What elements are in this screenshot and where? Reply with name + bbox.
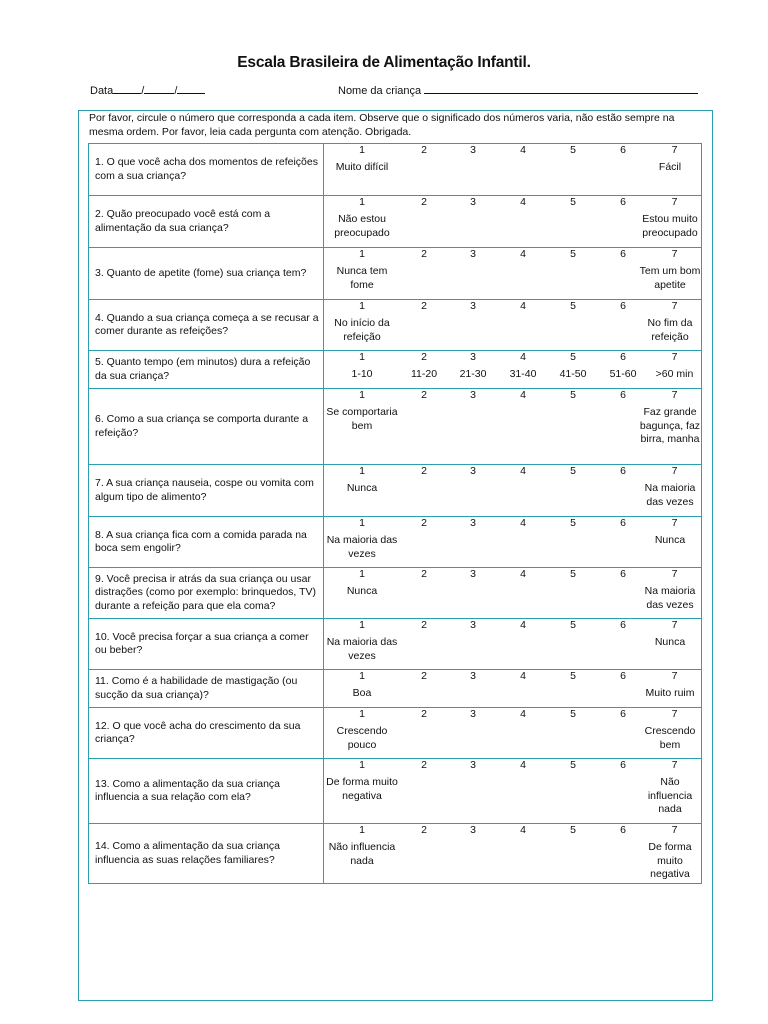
high-anchor-label: Faz grande bagunça, faz birra, manha — [639, 406, 701, 445]
scale-option-5[interactable]: 5 — [570, 759, 576, 771]
answer-options — [324, 351, 702, 389]
scale-option-5[interactable]: 5 — [570, 351, 576, 363]
scale-option-5[interactable]: 5 — [570, 568, 576, 580]
scale-option-5[interactable]: 5 — [570, 300, 576, 312]
scale-option-2[interactable]: 2 — [421, 517, 427, 529]
scale-option-2[interactable]: 2 — [421, 389, 427, 401]
scale-option-3[interactable]: 3 — [470, 351, 476, 363]
scale-option-2[interactable]: 2 — [421, 670, 427, 682]
scale-option-6[interactable]: 6 — [620, 619, 626, 631]
low-anchor-label: Na maioria das vezes — [326, 636, 398, 662]
date-separator: / — [141, 85, 145, 97]
low-anchor-label: Nunca — [346, 585, 378, 597]
scale-option-3[interactable]: 3 — [470, 568, 476, 580]
scale-option-7[interactable]: 7 — [671, 670, 678, 682]
high-anchor-label: Crescendo bem — [644, 725, 696, 751]
scale-numbers — [324, 144, 701, 158]
scale-option-4[interactable]: 4 — [520, 759, 526, 771]
scale-option-3[interactable]: 3 — [470, 248, 476, 260]
scale-numbers — [324, 389, 701, 403]
high-anchor-label: Estou muito preocupado — [642, 213, 698, 239]
scale-anchor-labels — [324, 838, 701, 883]
scale-option-2[interactable]: 2 — [421, 248, 427, 260]
low-anchor-label: Boa — [352, 687, 372, 699]
scale-option-7[interactable]: 7 — [671, 351, 678, 363]
scale-option-2[interactable]: 2 — [421, 619, 427, 631]
range-label: >60 min — [655, 368, 694, 380]
scale-option-6[interactable]: 6 — [620, 465, 626, 477]
low-anchor-label: Crescendo pouco — [336, 725, 388, 751]
scale-option-7[interactable]: 7 — [671, 517, 678, 529]
scale-option-4[interactable]: 4 — [520, 351, 526, 363]
scale-option-2[interactable]: 2 — [421, 708, 427, 720]
scale-item-row — [89, 708, 702, 759]
date-line — [90, 83, 205, 97]
scale-option-2[interactable]: 2 — [421, 568, 427, 580]
date-label: Data — [90, 85, 114, 97]
child-name-label: Nome da criança — [338, 85, 422, 97]
scale-option-7[interactable]: 7 — [671, 248, 678, 260]
scale-anchor-labels — [324, 403, 701, 448]
scale-option-4[interactable]: 4 — [520, 670, 526, 682]
scale-option-6[interactable]: 6 — [620, 517, 626, 529]
scale-option-1[interactable]: 1 — [359, 670, 365, 682]
high-anchor-label: Nunca — [654, 636, 686, 648]
low-anchor-label: Não estou preocupado — [334, 213, 390, 239]
high-anchor-label: Na maioria das vezes — [644, 585, 696, 611]
scale-option-7[interactable]: 7 — [671, 465, 678, 477]
scale-option-7[interactable]: 7 — [671, 619, 678, 631]
range-label: 11-20 — [410, 368, 438, 380]
scale-option-1[interactable]: 1 — [359, 517, 365, 529]
scale-option-6[interactable]: 6 — [620, 300, 626, 312]
high-anchor-label: De forma muito negativa — [648, 841, 692, 880]
question-text: 11. Como é a habilidade de mastigação (ou sucção da sua criança)? — [89, 670, 324, 708]
scale-anchor-labels — [324, 210, 701, 241]
answer-options — [324, 389, 702, 465]
high-anchor-label: Fácil — [658, 161, 682, 173]
low-anchor-label: De forma muito negativa — [326, 776, 398, 802]
scale-option-2[interactable]: 2 — [421, 351, 427, 363]
answer-options — [324, 619, 702, 670]
answer-options — [324, 144, 702, 196]
scale-option-3[interactable]: 3 — [470, 759, 476, 771]
scale-option-5[interactable]: 5 — [570, 708, 576, 720]
scale-option-5[interactable]: 5 — [570, 144, 576, 156]
scale-item-row — [89, 144, 702, 196]
range-label: 51-60 — [609, 368, 637, 380]
scale-anchor-labels — [324, 684, 701, 702]
low-anchor-label: Na maioria das vezes — [326, 534, 398, 560]
answer-options — [324, 248, 702, 300]
scale-option-2[interactable]: 2 — [421, 824, 427, 836]
scale-option-6[interactable]: 6 — [620, 670, 626, 682]
date-day-field[interactable] — [113, 83, 141, 94]
scale-numbers — [324, 568, 701, 582]
scale-item-row — [89, 517, 702, 568]
answer-options — [324, 759, 702, 824]
answer-options — [324, 517, 702, 568]
question-text: 10. Você precisa forçar a sua criança a comer ou beber? — [89, 619, 324, 670]
scale-anchor-labels — [324, 314, 701, 345]
scale-item-row — [89, 196, 702, 248]
scale-option-1[interactable]: 1 — [359, 351, 365, 363]
scale-item-row — [89, 619, 702, 670]
answer-options — [324, 196, 702, 248]
scale-item-row — [89, 248, 702, 300]
scale-option-4[interactable]: 4 — [520, 517, 526, 529]
scale-option-3[interactable]: 3 — [470, 300, 476, 312]
scale-option-4[interactable]: 4 — [520, 619, 526, 631]
scale-option-4[interactable]: 4 — [520, 568, 526, 580]
high-anchor-label: Muito ruim — [645, 687, 695, 699]
date-month-field[interactable] — [144, 83, 174, 94]
range-label: 1-10 — [351, 368, 373, 380]
scale-numbers — [324, 670, 701, 684]
scale-option-7[interactable]: 7 — [671, 196, 678, 208]
low-anchor-label: No início da refeição — [334, 317, 390, 343]
scale-anchor-labels — [324, 158, 701, 176]
scale-option-3[interactable]: 3 — [470, 389, 476, 401]
scale-option-6[interactable]: 6 — [620, 144, 626, 156]
scale-option-5[interactable]: 5 — [570, 824, 576, 836]
scale-option-7[interactable]: 7 — [671, 824, 678, 836]
scale-item-row — [89, 389, 702, 465]
low-anchor-label: Se comportaria bem — [326, 406, 398, 432]
scale-numbers — [324, 824, 701, 838]
scale-option-6[interactable]: 6 — [620, 824, 626, 836]
scale-option-1[interactable]: 1 — [359, 389, 365, 401]
question-text: 13. Como a alimentação da sua criança influencia a sua relação com ela? — [89, 759, 324, 824]
scale-option-1[interactable]: 1 — [359, 465, 365, 477]
scale-option-6[interactable]: 6 — [620, 196, 626, 208]
question-text: 2. Quão preocupado você está com a alimentação da sua criança? — [89, 196, 324, 248]
scale-option-1[interactable]: 1 — [359, 708, 365, 720]
scale-item-row — [89, 300, 702, 351]
answer-options — [324, 568, 702, 619]
scale-anchor-labels — [324, 582, 701, 613]
high-anchor-label: Nunca — [654, 534, 686, 546]
scale-option-4[interactable]: 4 — [520, 144, 526, 156]
scale-anchor-labels — [324, 531, 701, 562]
scale-option-7[interactable]: 7 — [671, 568, 678, 580]
scale-anchor-labels — [324, 773, 701, 818]
question-text: 1. O que você acha dos momentos de refeições com a sua criança? — [89, 144, 324, 196]
question-text: 3. Quanto de apetite (fome) sua criança tem? — [89, 248, 324, 300]
low-anchor-label: Nunca tem fome — [336, 265, 388, 291]
scale-anchor-labels — [324, 722, 701, 753]
answer-options — [324, 465, 702, 517]
scale-option-1[interactable]: 1 — [359, 824, 365, 836]
scale-option-5[interactable]: 5 — [570, 196, 576, 208]
scale-option-5[interactable]: 5 — [570, 619, 576, 631]
scale-option-5[interactable]: 5 — [570, 248, 576, 260]
scale-numbers — [324, 196, 701, 210]
scale-option-4[interactable]: 4 — [520, 196, 526, 208]
scale-option-5[interactable]: 5 — [570, 670, 576, 682]
scale-option-2[interactable]: 2 — [421, 759, 427, 771]
scale-option-1[interactable]: 1 — [359, 300, 365, 312]
scale-table — [88, 143, 702, 884]
scale-numbers — [324, 465, 701, 479]
scale-option-3[interactable]: 3 — [470, 824, 476, 836]
question-text: 7. A sua criança nauseia, cospe ou vomita com algum tipo de alimento? — [89, 465, 324, 517]
scale-option-6[interactable]: 6 — [620, 568, 626, 580]
range-label: 31-40 — [509, 368, 537, 380]
scale-option-3[interactable]: 3 — [470, 196, 476, 208]
form-title: Escala Brasileira de Alimentação Infantil. — [237, 54, 531, 71]
scale-option-1[interactable]: 1 — [359, 568, 365, 580]
date-year-field[interactable] — [177, 83, 205, 94]
answer-options — [324, 708, 702, 759]
scale-item-row — [89, 465, 702, 517]
scale-option-4[interactable]: 4 — [520, 300, 526, 312]
question-text: 4. Quando a sua criança começa a se recusar a comer durante as refeições? — [89, 300, 324, 351]
scale-numbers — [324, 300, 701, 314]
question-text: 8. A sua criança fica com a comida parada na boca sem engolir? — [89, 517, 324, 568]
scale-option-7[interactable]: 7 — [671, 759, 678, 771]
question-text: 14. Como a alimentação da sua criança influencia as suas relações familiares? — [89, 824, 324, 884]
answer-options — [324, 300, 702, 351]
scale-item-row — [89, 568, 702, 619]
scale-item-row — [89, 351, 702, 389]
scale-option-3[interactable]: 3 — [470, 670, 476, 682]
scale-item-row — [89, 670, 702, 708]
high-anchor-label: Não influencia nada — [647, 776, 693, 815]
scale-option-7[interactable]: 7 — [671, 300, 678, 312]
scale-item-row — [89, 759, 702, 824]
high-anchor-label: Tem um bom apetite — [639, 265, 701, 291]
scale-option-5[interactable]: 5 — [570, 465, 576, 477]
scale-option-1[interactable]: 1 — [359, 759, 365, 771]
scale-numbers — [324, 248, 701, 262]
scale-anchor-labels — [324, 262, 701, 293]
high-anchor-label: Na maioria das vezes — [644, 482, 696, 508]
answer-options — [324, 824, 702, 884]
scale-numbers — [324, 708, 701, 722]
date-separator: / — [174, 85, 178, 97]
scale-item-row — [89, 824, 702, 884]
high-anchor-label: No fim da refeição — [647, 317, 693, 343]
scale-option-6[interactable]: 6 — [620, 248, 626, 260]
scale-numbers — [324, 759, 701, 773]
scale-option-4[interactable]: 4 — [520, 389, 526, 401]
question-text: 12. O que você acha do crescimento da sua criança? — [89, 708, 324, 759]
child-name-line — [338, 83, 698, 97]
scale-option-5[interactable]: 5 — [570, 517, 576, 529]
scale-option-1[interactable]: 1 — [359, 144, 365, 156]
scale-option-2[interactable]: 2 — [421, 196, 427, 208]
scale-numbers — [324, 351, 701, 365]
scale-option-1[interactable]: 1 — [359, 619, 365, 631]
question-text: 9. Você precisa ir atrás da sua criança ou usar distrações (como por exemplo: brinquedos, TV) durante a refeição para que ela coma? — [89, 568, 324, 619]
question-text: 6. Como a sua criança se comporta durante a refeição? — [89, 389, 324, 465]
scale-option-5[interactable]: 5 — [570, 389, 576, 401]
question-text: 5. Quanto tempo (em minutos) dura a refeição da sua criança? — [89, 351, 324, 389]
answer-options — [324, 670, 702, 708]
scale-option-3[interactable]: 3 — [470, 619, 476, 631]
scale-option-2[interactable]: 2 — [421, 300, 427, 312]
scale-option-1[interactable]: 1 — [359, 196, 365, 208]
scale-anchor-labels — [324, 365, 701, 383]
scale-option-2[interactable]: 2 — [421, 465, 427, 477]
scale-option-6[interactable]: 6 — [620, 389, 626, 401]
scale-option-4[interactable]: 4 — [520, 824, 526, 836]
scale-option-3[interactable]: 3 — [470, 708, 476, 720]
child-name-field[interactable] — [424, 83, 698, 94]
low-anchor-label: Nunca — [346, 482, 378, 494]
scale-option-6[interactable]: 6 — [620, 351, 626, 363]
range-label: 21-30 — [459, 368, 487, 380]
scale-option-7[interactable]: 7 — [671, 389, 678, 401]
scale-option-7[interactable]: 7 — [671, 708, 678, 720]
scale-option-3[interactable]: 3 — [470, 465, 476, 477]
scale-option-4[interactable]: 4 — [520, 708, 526, 720]
range-label: 41-50 — [559, 368, 587, 380]
scale-option-3[interactable]: 3 — [470, 517, 476, 529]
scale-anchor-labels — [324, 479, 701, 510]
scale-option-3[interactable]: 3 — [470, 144, 476, 156]
low-anchor-label: Não influencia nada — [328, 841, 396, 867]
scale-option-4[interactable]: 4 — [520, 465, 526, 477]
scale-option-4[interactable]: 4 — [520, 248, 526, 260]
scale-option-7[interactable]: 7 — [671, 144, 678, 156]
scale-option-2[interactable]: 2 — [421, 144, 427, 156]
low-anchor-label: Muito difícil — [335, 161, 389, 173]
scale-option-6[interactable]: 6 — [620, 708, 626, 720]
scale-numbers — [324, 619, 701, 633]
scale-numbers — [324, 517, 701, 531]
instructions: Por favor, circule o número que corresponda a cada item. Observe que o significado dos números varia, não estão sempre na mesma ordem. Por favor, leia cada pergunta com atenção. Obrigada. — [89, 112, 675, 138]
scale-anchor-labels — [324, 633, 701, 664]
scale-option-6[interactable]: 6 — [620, 759, 626, 771]
scale-option-1[interactable]: 1 — [359, 248, 365, 260]
